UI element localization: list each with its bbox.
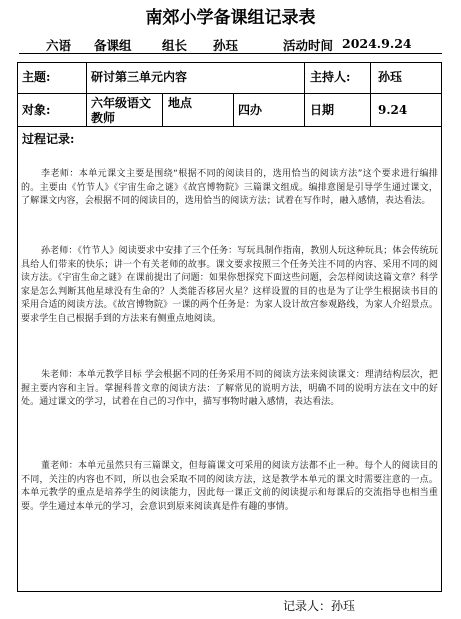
record-paragraph-2: 孙老师：《竹节人》阅读要求中安排了三个任务：写玩具制作指南，教别人玩这种玩具；体会传统玩具给人们带来的快乐；讲一个有关老师的故事。课文要求按照三个任务关注不同的内容、采用不同的阅读方法。《宇宙生命之谜》在课前提出了问题：如果你想探究下面这些问题，会怎样阅读这篇文章？科学家是怎么判断其他星球没有生命的？人类能否移居火星？这样设置的目的也是为了让学生根据读书目的采用合适的阅读方法。《故宫博物院》一课的两个任务是：为家人设计故宫参观路线，为家人介绍景点。要求学生自己根据手到的方法来有侧重点地阅读。 xyxy=(21,246,438,324)
recorder-name: 孙珏 xyxy=(331,599,356,613)
host-label: 主持人: xyxy=(310,70,351,84)
time-label: 活动时间 xyxy=(283,38,334,53)
topic-value: 研讨第三单元内容 xyxy=(91,70,188,84)
leader-label: 组长 xyxy=(162,38,188,53)
header-info-line xyxy=(19,36,442,54)
host-value: 孙珏 xyxy=(378,70,403,84)
leader-name: 孙珏 xyxy=(213,38,239,53)
record-paragraph-3: 朱老师：本单元教学目标 学会根据不同的任务采用不同的阅读方法来阅读课文：理清结构层次，把握主要内容和主旨。掌握科普文章的阅读方法：了解常见的说明方法，明确不同的说明方法在文中的好处。通过课文的学习，试着在自己的习作中，描写事物时融入感情，表达看法。 xyxy=(21,370,438,408)
recorder-label: 记录人： xyxy=(283,599,332,613)
record-label: 过程记录: xyxy=(22,132,75,146)
date-label: 日期 xyxy=(310,103,335,117)
page-title: 南郊小学备课组记录表 xyxy=(145,8,316,28)
date-value: 9.24 xyxy=(378,103,408,117)
topic-label: 主题: xyxy=(22,70,51,84)
audience-value: 六年级语文教师 xyxy=(91,96,152,125)
record-paragraph-4: 董老师：本单元虽然只有三篇课文，但每篇课文可采用的阅读方法都不止一种。每个人的阅读目的不同，关注的内容也不同，所以也会采取不同的阅读方法，这是教学本单元的课文时需要注意的一点。本单元教学的重点是培养学生的阅读能力，因此每一课正文前的阅读提示和每课后的交流指导也相当重要。学生通过本单元的学习，会意识到原来阅读真是件有趣的事情。 xyxy=(21,461,438,512)
record-paragraph-1: 李老师：本单元课文主要是围绕“根据不同的阅读目的，选用恰当的阅读方法”这个要求进行编排的。主要由《竹节人》《宇宙生命之谜》《故宫博物院》三篇课文组成。编排意图是引导学生通过课文，了解课文内容，会根据不同的阅读目的，选用恰当的阅读方法；试着在写作时，融入感情，表达看法。 xyxy=(21,169,438,207)
recorder-line xyxy=(283,597,355,614)
group-label: 备课组 xyxy=(94,38,132,53)
place-label: 地点 xyxy=(168,96,193,110)
place-value: 四办 xyxy=(238,103,263,117)
group-name: 六语 xyxy=(46,38,72,53)
audience-label: 对象: xyxy=(22,103,51,117)
record-table xyxy=(17,62,442,592)
activity-date: 2024.9.24 xyxy=(342,36,412,51)
